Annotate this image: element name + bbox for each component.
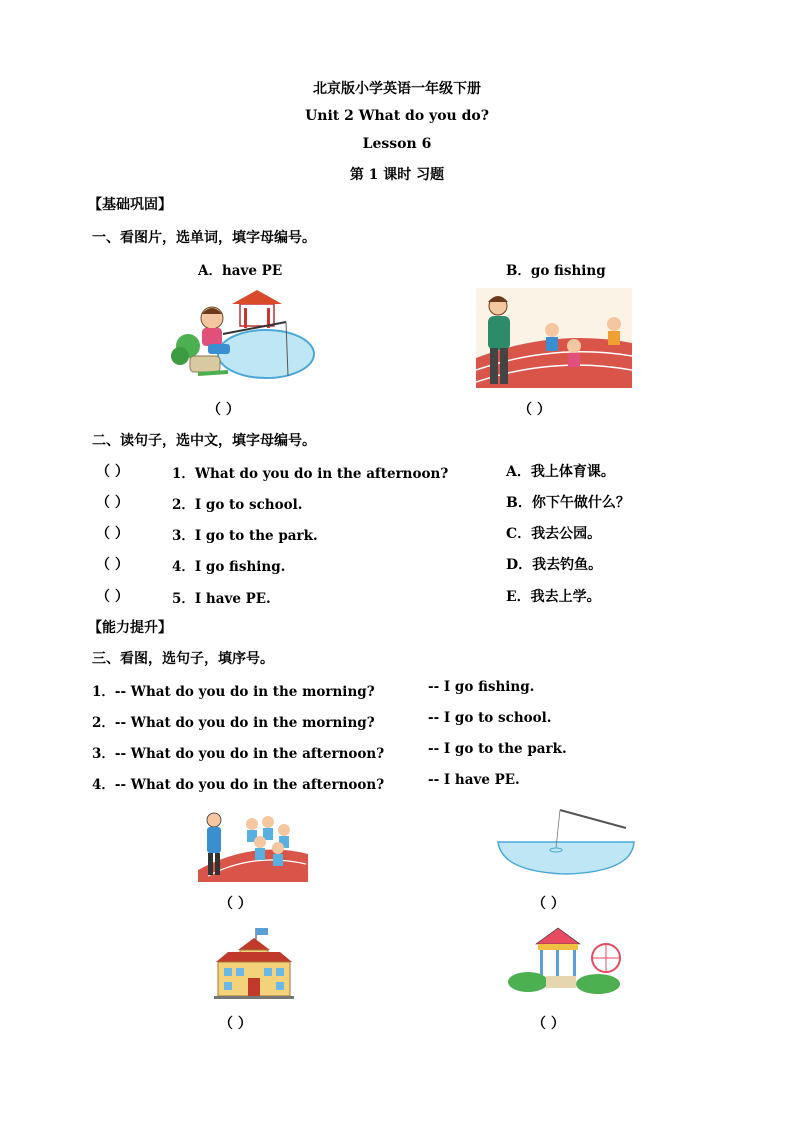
- part2-sentence-3: 3．I go to the park.: [172, 528, 318, 544]
- part3-answer-4: -- I have PE.: [428, 772, 520, 788]
- lesson-title: Lesson 6: [362, 136, 432, 152]
- unit-title: Unit 2 What do you do?: [305, 108, 489, 124]
- part2-chinese-c: C．我去公园。: [506, 526, 602, 542]
- part2-blank-3[interactable]: （ ）: [96, 526, 129, 542]
- fishing-rod-water-picture: [496, 806, 636, 878]
- answer-blank-3d[interactable]: （ ）: [532, 1016, 565, 1032]
- answer-blank-3c[interactable]: （ ）: [219, 1016, 252, 1032]
- park-carousel-picture: [506, 924, 640, 996]
- part3-answer-3: -- I go to the park.: [428, 741, 567, 757]
- section-basic: 【基础巩固】: [88, 197, 172, 213]
- pe-class-running-picture: [476, 288, 632, 388]
- part3-question-2: 2．-- What do you do in the morning?: [92, 715, 375, 731]
- part2-chinese-d: D．我去钓鱼。: [506, 557, 603, 573]
- answer-blank-3a[interactable]: （ ）: [219, 896, 252, 912]
- book-title: 北京版小学英语一年级下册: [313, 81, 481, 97]
- part2-chinese-e: E．我去上学。: [506, 589, 601, 605]
- part2-blank-1[interactable]: （ ）: [96, 464, 129, 480]
- part2-blank-4[interactable]: （ ）: [96, 557, 129, 573]
- part2-chinese-b: B．你下午做什么？: [506, 495, 630, 511]
- part2-heading: 二、读句子，选中文，填字母编号。: [92, 433, 316, 449]
- part2-sentence-1: 1．What do you do in the afternoon?: [172, 466, 449, 482]
- part2-chinese-a: A．我上体育课。: [506, 464, 615, 480]
- part2-sentence-2: 2．I go to school.: [172, 497, 303, 513]
- option-a: A．have PE: [198, 263, 283, 279]
- part2-blank-5[interactable]: （ ）: [96, 589, 129, 605]
- part3-question-4: 4．-- What do you do in the afternoon?: [92, 777, 385, 793]
- part3-question-3: 3．-- What do you do in the afternoon?: [92, 746, 385, 762]
- part3-question-1: 1．-- What do you do in the morning?: [92, 684, 375, 700]
- pe-teacher-picture: [198, 810, 308, 882]
- option-b: B．go fishing: [506, 263, 606, 279]
- part3-answer-2: -- I go to school.: [428, 710, 552, 726]
- answer-blank-3b[interactable]: （ ）: [532, 896, 565, 912]
- part3-answer-1: -- I go fishing.: [428, 679, 535, 695]
- period-title: 第 1 课时 习题: [349, 167, 445, 183]
- part2-sentence-5: 5．I have PE.: [172, 591, 271, 607]
- answer-blank-1b[interactable]: （ ）: [518, 402, 551, 418]
- boy-fishing-picture: [168, 286, 318, 386]
- part1-heading: 一、看图片，选单词，填字母编号。: [92, 230, 316, 246]
- part2-sentence-4: 4．I go fishing.: [172, 559, 286, 575]
- part3-heading: 三、看图，选句子，填序号。: [92, 651, 274, 667]
- part2-blank-2[interactable]: （ ）: [96, 495, 129, 511]
- section-advanced: 【能力提升】: [88, 620, 172, 636]
- school-building-picture: [214, 926, 294, 1000]
- answer-blank-1a[interactable]: （ ）: [207, 402, 240, 418]
